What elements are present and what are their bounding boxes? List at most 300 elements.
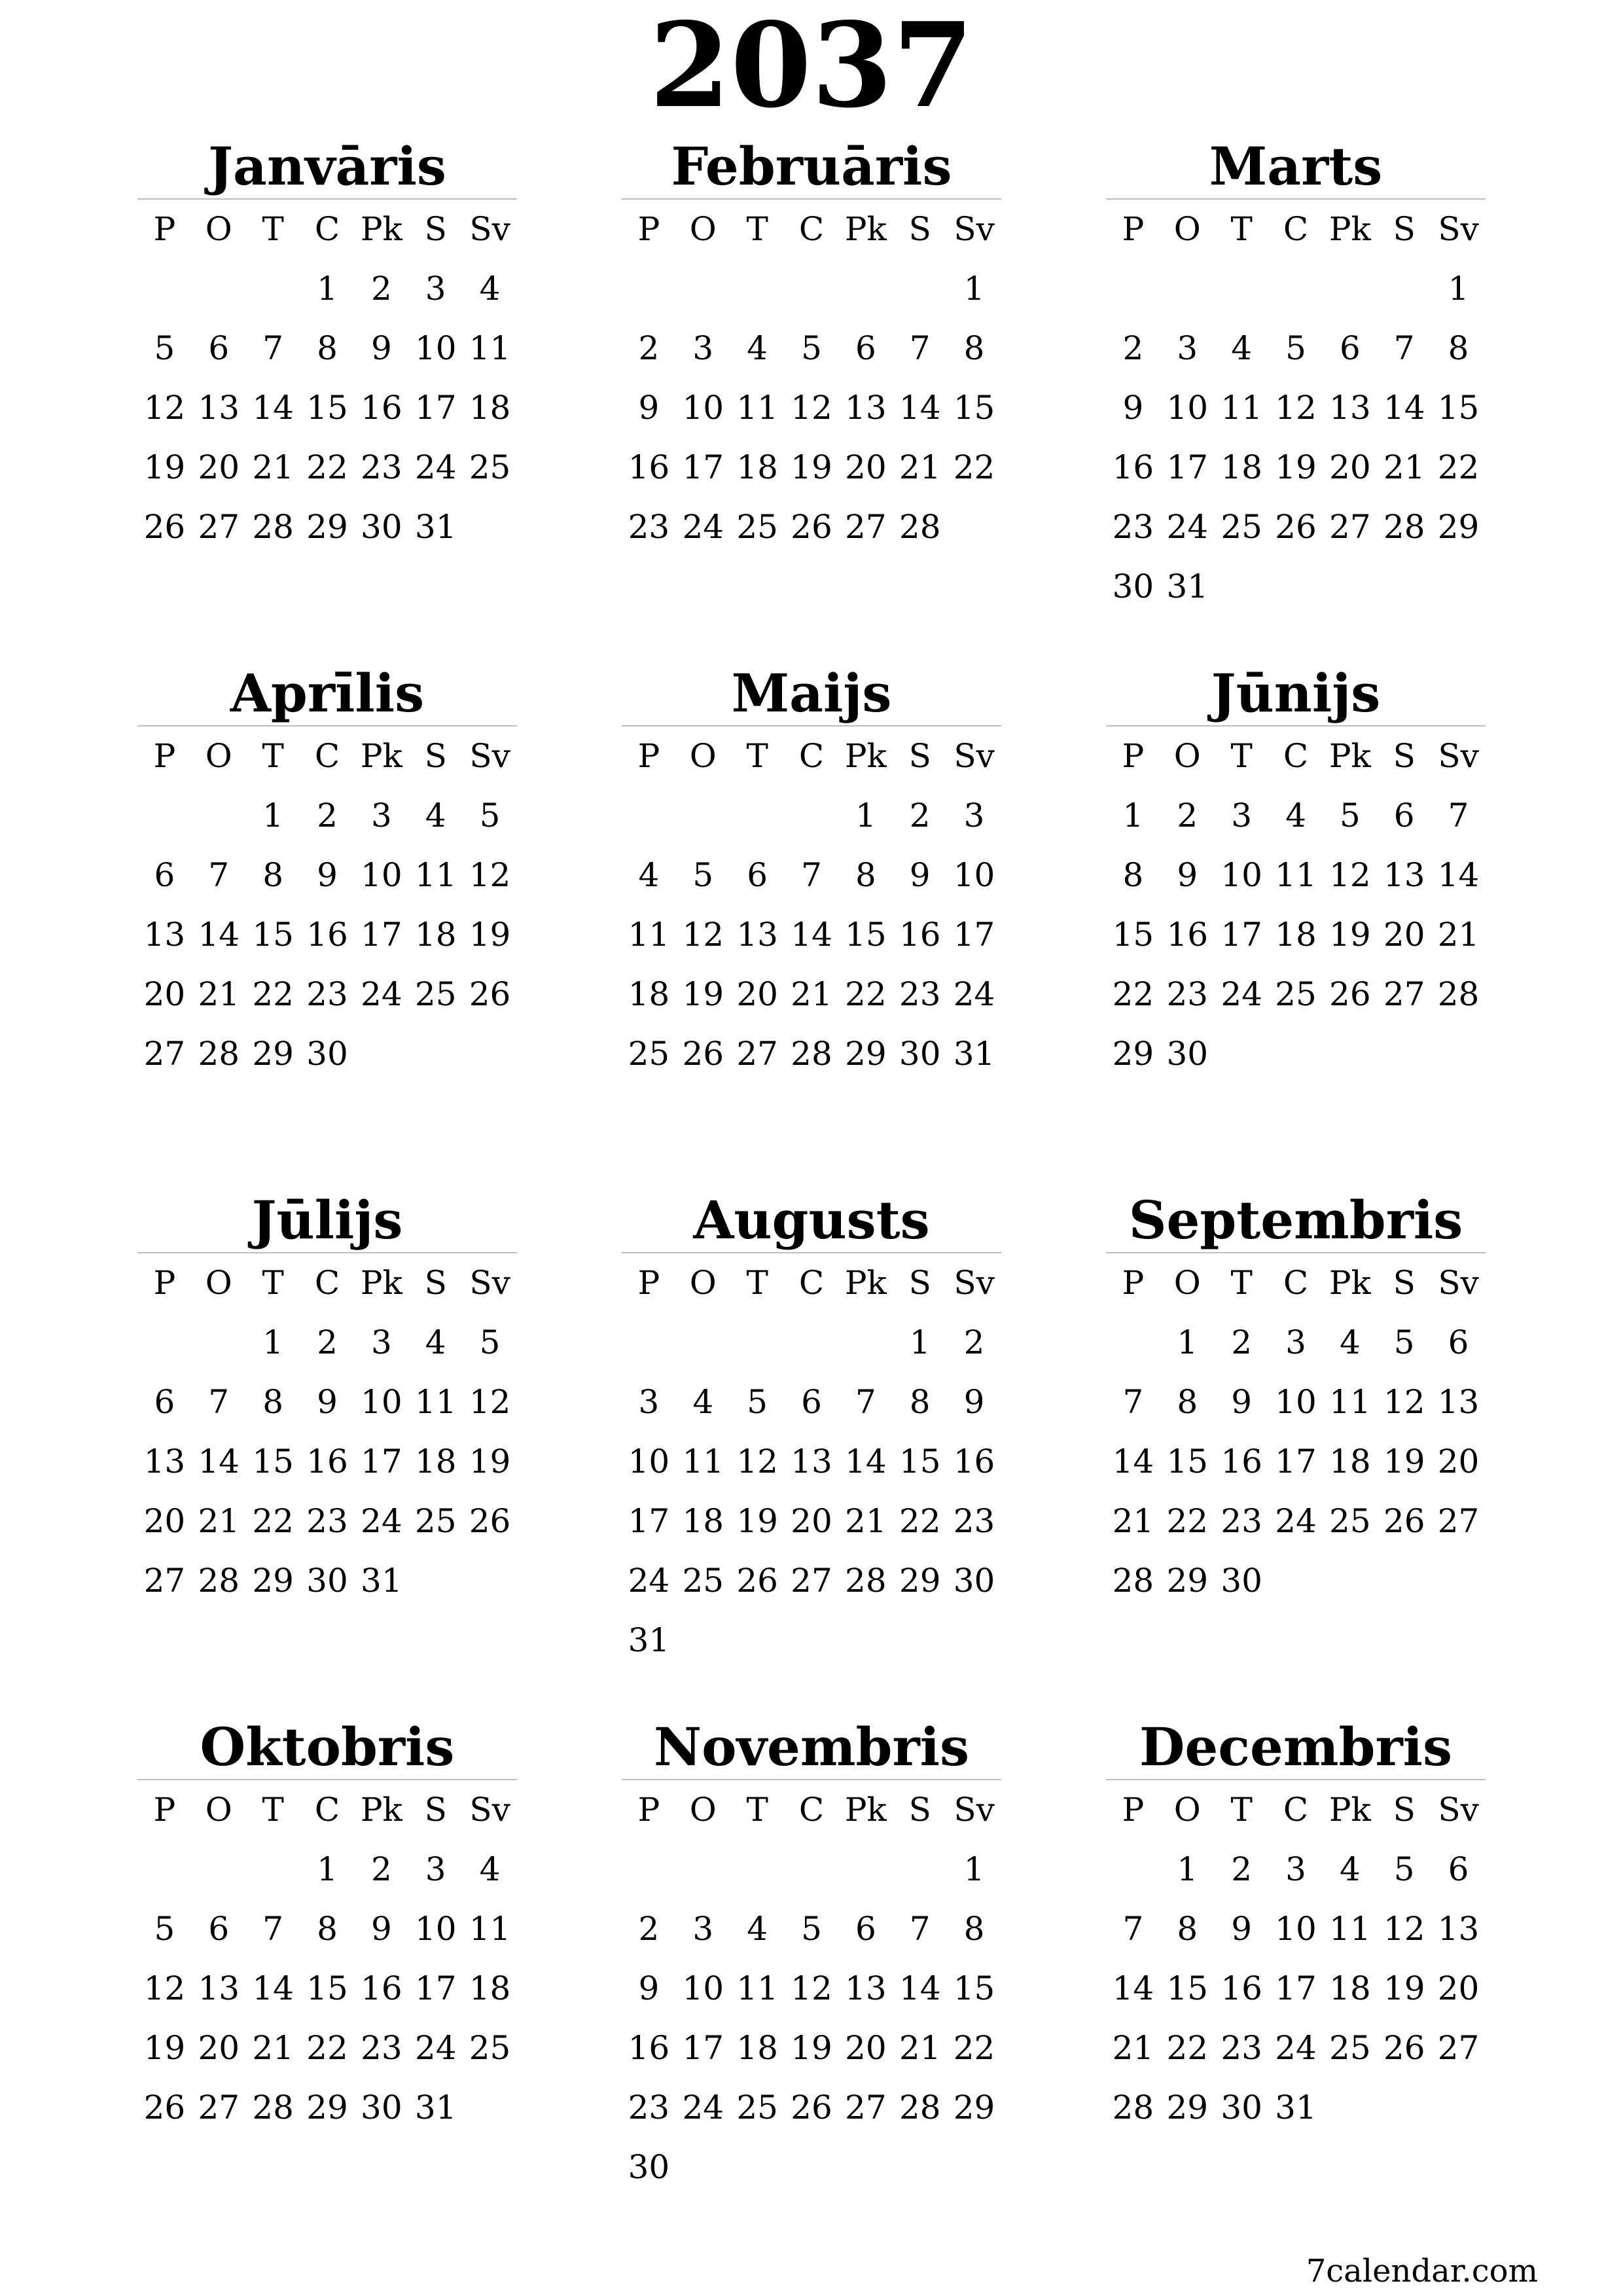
- weekday-header: O: [205, 1264, 232, 1302]
- day-cell: 12: [1275, 389, 1317, 427]
- month-grid: [622, 726, 1001, 1084]
- day-cell: 7: [262, 1910, 284, 1948]
- day-cell: 31: [361, 1562, 402, 1600]
- day-cell: 8: [963, 1910, 985, 1948]
- weekday-header: Sv: [1438, 737, 1479, 775]
- month-2: [622, 134, 1001, 557]
- day-cell: 29: [252, 1562, 294, 1600]
- day-cell: 9: [638, 1969, 660, 2007]
- day-cell: 31: [953, 1035, 995, 1073]
- day-cell: 8: [855, 856, 876, 894]
- weekday-header: O: [205, 210, 232, 248]
- day-cell: 13: [1437, 1383, 1480, 1421]
- weekday-header: S: [1393, 1791, 1416, 1829]
- day-cell: 2: [370, 270, 392, 308]
- day-cell: 24: [628, 1562, 670, 1600]
- day-cell: 27: [143, 1035, 186, 1073]
- weekday-header: T: [746, 1264, 768, 1302]
- day-cell: 26: [469, 1502, 511, 1540]
- day-cell: 5: [1339, 797, 1361, 834]
- day-cell: 20: [736, 975, 778, 1013]
- weekday-header: Pk: [1329, 1264, 1371, 1302]
- day-cell: 26: [736, 1562, 778, 1600]
- weekday-header: Sv: [1438, 210, 1479, 248]
- day-cell: 20: [1437, 1443, 1480, 1480]
- day-cell: 12: [469, 1383, 511, 1421]
- day-cell: 21: [252, 2029, 294, 2067]
- day-cell: 23: [1221, 1502, 1262, 1540]
- day-cell: 3: [1285, 1323, 1306, 1361]
- weekday-header: Pk: [844, 737, 887, 775]
- day-cell: 25: [414, 975, 457, 1013]
- day-cell: 6: [154, 1383, 175, 1421]
- day-cell: 18: [1221, 448, 1262, 486]
- month-grid: [137, 1780, 517, 2138]
- day-cell: 4: [638, 856, 660, 894]
- day-cell: 3: [692, 1910, 714, 1948]
- month-title: Aprīlis: [137, 661, 517, 726]
- empty-cell: [676, 1840, 730, 1899]
- day-cell: 16: [361, 1969, 402, 2007]
- day-cell: 5: [479, 1323, 501, 1361]
- day-cell: 5: [801, 329, 822, 367]
- day-cell: 27: [143, 1562, 186, 1600]
- day-cell: 31: [414, 2089, 457, 2126]
- empty-cell: [730, 259, 785, 319]
- day-cell: 22: [306, 448, 348, 486]
- month-grid: [1106, 726, 1486, 1084]
- day-cell: 10: [1166, 389, 1209, 427]
- day-cell: 10: [361, 856, 402, 894]
- day-cell: 23: [628, 2089, 670, 2126]
- day-cell: 7: [1393, 329, 1415, 367]
- day-cell: 15: [1437, 389, 1480, 427]
- day-cell: 1: [963, 1850, 985, 1888]
- weekday-header: Sv: [469, 737, 510, 775]
- day-cell: 21: [899, 2029, 941, 2067]
- day-cell: 4: [692, 1383, 714, 1421]
- day-cell: 9: [1231, 1383, 1253, 1421]
- weekday-header: Sv: [469, 1791, 510, 1829]
- day-cell: 31: [628, 1621, 670, 1659]
- day-cell: 19: [1383, 1969, 1425, 2007]
- day-cell: 17: [1166, 448, 1209, 486]
- day-cell: 12: [736, 1443, 778, 1480]
- day-cell: 2: [1122, 329, 1144, 367]
- month-9: [1106, 1188, 1486, 1611]
- day-cell: 20: [143, 1502, 186, 1540]
- day-cell: 27: [1383, 975, 1425, 1013]
- weekday-header: C: [1283, 210, 1309, 248]
- day-cell: 29: [306, 2089, 348, 2126]
- day-cell: 25: [682, 1562, 724, 1600]
- day-cell: 24: [361, 1502, 402, 1540]
- day-cell: 8: [262, 1383, 284, 1421]
- day-cell: 5: [479, 797, 501, 834]
- day-cell: 16: [628, 2029, 670, 2067]
- day-cell: 18: [1275, 916, 1317, 954]
- day-cell: 3: [1285, 1850, 1306, 1888]
- day-cell: 21: [198, 1502, 240, 1540]
- day-cell: 21: [198, 975, 240, 1013]
- day-cell: 18: [682, 1502, 724, 1540]
- day-cell: 22: [1166, 2029, 1209, 2067]
- day-cell: 19: [736, 1502, 778, 1540]
- weekday-header: P: [637, 737, 660, 775]
- empty-cell: [246, 1840, 300, 1899]
- day-cell: 4: [1231, 329, 1253, 367]
- day-cell: 16: [1112, 448, 1154, 486]
- day-cell: 29: [1112, 1035, 1154, 1073]
- day-cell: 19: [469, 916, 511, 954]
- day-cell: 22: [1166, 1502, 1209, 1540]
- empty-cell: [838, 1313, 893, 1372]
- month-grid: [1106, 200, 1486, 617]
- month-title: Janvāris: [137, 134, 517, 200]
- day-cell: 13: [143, 1443, 186, 1480]
- empty-cell: [1106, 1840, 1160, 1899]
- day-cell: 26: [1383, 2029, 1425, 2067]
- day-cell: 3: [692, 329, 714, 367]
- day-cell: 14: [198, 1443, 240, 1480]
- year-title: 2037: [649, 0, 974, 134]
- day-cell: 2: [638, 329, 660, 367]
- day-cell: 15: [953, 1969, 995, 2007]
- day-cell: 23: [628, 508, 670, 546]
- weekday-header: S: [1393, 210, 1416, 248]
- day-cell: 12: [469, 856, 511, 894]
- day-cell: 27: [845, 508, 887, 546]
- day-cell: 22: [953, 2029, 995, 2067]
- day-cell: 11: [1275, 856, 1317, 894]
- day-cell: 23: [899, 975, 941, 1013]
- day-cell: 24: [953, 975, 995, 1013]
- day-cell: 13: [845, 389, 887, 427]
- weekday-header: Sv: [954, 210, 995, 248]
- month-6: [1106, 661, 1486, 1084]
- weekday-header: P: [153, 1264, 176, 1302]
- empty-cell: [785, 1840, 839, 1899]
- day-cell: 18: [1329, 1969, 1371, 2007]
- empty-cell: [137, 1840, 192, 1899]
- weekday-header: Pk: [360, 737, 402, 775]
- month-grid: [622, 1780, 1001, 2197]
- day-cell: 25: [736, 2089, 778, 2126]
- day-cell: 11: [1329, 1910, 1371, 1948]
- day-cell: 30: [306, 1562, 348, 1600]
- weekday-header: T: [262, 210, 284, 248]
- day-cell: 18: [736, 448, 778, 486]
- weekday-header: P: [153, 210, 176, 248]
- day-cell: 24: [682, 2089, 724, 2126]
- empty-cell: [1323, 259, 1377, 319]
- day-cell: 31: [1166, 567, 1209, 605]
- weekday-header: C: [1283, 1791, 1309, 1829]
- weekday-header: Sv: [954, 737, 995, 775]
- day-cell: 13: [198, 389, 240, 427]
- month-11: [622, 1715, 1001, 2197]
- weekday-header: C: [314, 737, 340, 775]
- empty-cell: [192, 1840, 246, 1899]
- day-cell: 26: [469, 975, 511, 1013]
- day-cell: 1: [1448, 270, 1469, 308]
- day-cell: 31: [414, 508, 457, 546]
- day-cell: 3: [963, 797, 985, 834]
- day-cell: 21: [845, 1502, 887, 1540]
- day-cell: 17: [1221, 916, 1262, 954]
- weekday-header: O: [1173, 1264, 1201, 1302]
- month-grid: [1106, 1253, 1486, 1611]
- day-cell: 18: [414, 1443, 457, 1480]
- weekday-header: C: [798, 737, 825, 775]
- weekday-header: O: [1173, 210, 1201, 248]
- day-cell: 1: [317, 1850, 338, 1888]
- day-cell: 25: [1221, 508, 1262, 546]
- day-cell: 14: [1112, 1969, 1154, 2007]
- day-cell: 30: [361, 2089, 402, 2126]
- day-cell: 9: [1177, 856, 1198, 894]
- day-cell: 20: [791, 1502, 832, 1540]
- day-cell: 16: [628, 448, 670, 486]
- day-cell: 23: [306, 1502, 348, 1540]
- day-cell: 28: [791, 1035, 832, 1073]
- day-cell: 14: [1383, 389, 1425, 427]
- day-cell: 11: [469, 329, 511, 367]
- day-cell: 13: [1437, 1910, 1480, 1948]
- day-cell: 15: [306, 1969, 348, 2007]
- weekday-header: Sv: [954, 1791, 995, 1829]
- empty-cell: [676, 1313, 730, 1372]
- empty-cell: [893, 1840, 947, 1899]
- day-cell: 22: [953, 448, 995, 486]
- day-cell: 24: [682, 508, 724, 546]
- day-cell: 23: [306, 975, 348, 1013]
- month-title: Jūlijs: [137, 1188, 517, 1253]
- day-cell: 10: [1275, 1910, 1317, 1948]
- day-cell: 10: [628, 1443, 670, 1480]
- day-cell: 19: [1329, 916, 1371, 954]
- weekday-header: P: [637, 1791, 660, 1829]
- weekday-header: O: [1173, 737, 1201, 775]
- weekday-header: Sv: [469, 210, 510, 248]
- day-cell: 19: [1383, 1443, 1425, 1480]
- day-cell: 20: [845, 2029, 887, 2067]
- day-cell: 8: [262, 856, 284, 894]
- day-cell: 10: [414, 329, 457, 367]
- empty-cell: [838, 1840, 893, 1899]
- day-cell: 7: [855, 1383, 876, 1421]
- day-cell: 22: [252, 1502, 294, 1540]
- weekday-header: S: [908, 1264, 931, 1302]
- day-cell: 1: [909, 1323, 931, 1361]
- day-cell: 10: [953, 856, 995, 894]
- empty-cell: [730, 1313, 785, 1372]
- day-cell: 5: [1285, 329, 1306, 367]
- empty-cell: [137, 1313, 192, 1372]
- month-grid: [137, 1253, 517, 1611]
- day-cell: 17: [628, 1502, 670, 1540]
- day-cell: 6: [1448, 1323, 1469, 1361]
- day-cell: 13: [791, 1443, 832, 1480]
- day-cell: 9: [909, 856, 931, 894]
- day-cell: 29: [306, 508, 348, 546]
- day-cell: 16: [306, 916, 348, 954]
- day-cell: 6: [747, 856, 768, 894]
- weekday-header: Pk: [360, 210, 402, 248]
- day-cell: 15: [252, 916, 294, 954]
- day-cell: 30: [1221, 2089, 1262, 2126]
- day-cell: 9: [370, 329, 392, 367]
- day-cell: 9: [370, 1910, 392, 1948]
- day-cell: 23: [361, 2029, 402, 2067]
- day-cell: 21: [1112, 2029, 1154, 2067]
- empty-cell: [1106, 1313, 1160, 1372]
- weekday-header: T: [1230, 737, 1253, 775]
- day-cell: 27: [736, 1035, 778, 1073]
- day-cell: 8: [1177, 1383, 1198, 1421]
- day-cell: 16: [1166, 916, 1209, 954]
- day-cell: 21: [899, 448, 941, 486]
- month-title: Septembris: [1106, 1188, 1486, 1253]
- day-cell: 23: [1112, 508, 1154, 546]
- day-cell: 19: [143, 448, 186, 486]
- day-cell: 21: [791, 975, 832, 1013]
- day-cell: 12: [1383, 1383, 1425, 1421]
- day-cell: 11: [414, 1383, 457, 1421]
- day-cell: 20: [1437, 1969, 1480, 2007]
- day-cell: 2: [370, 1850, 392, 1888]
- month-5: [622, 661, 1001, 1084]
- day-cell: 16: [306, 1443, 348, 1480]
- day-cell: 15: [953, 389, 995, 427]
- day-cell: 11: [736, 1969, 778, 2007]
- day-cell: 25: [1275, 975, 1317, 1013]
- day-cell: 14: [252, 1969, 294, 2007]
- day-cell: 26: [1383, 1502, 1425, 1540]
- day-cell: 11: [736, 389, 778, 427]
- day-cell: 29: [252, 1035, 294, 1073]
- day-cell: 9: [963, 1383, 985, 1421]
- day-cell: 22: [252, 975, 294, 1013]
- day-cell: 5: [1393, 1323, 1415, 1361]
- day-cell: 21: [1383, 448, 1425, 486]
- day-cell: 7: [1448, 797, 1469, 834]
- empty-cell: [192, 786, 246, 846]
- day-cell: 16: [953, 1443, 995, 1480]
- day-cell: 1: [262, 1323, 284, 1361]
- weekday-header: T: [746, 737, 768, 775]
- day-cell: 14: [252, 389, 294, 427]
- weekday-header: P: [1122, 1791, 1145, 1829]
- day-cell: 10: [1275, 1383, 1317, 1421]
- day-cell: 28: [198, 1035, 240, 1073]
- day-cell: 12: [1383, 1910, 1425, 1948]
- day-cell: 22: [1437, 448, 1480, 486]
- weekday-header: C: [314, 210, 340, 248]
- day-cell: 16: [1221, 1443, 1262, 1480]
- day-cell: 20: [1383, 916, 1425, 954]
- day-cell: 4: [479, 270, 501, 308]
- day-cell: 7: [1122, 1383, 1144, 1421]
- empty-cell: [622, 259, 676, 319]
- day-cell: 10: [682, 1969, 724, 2007]
- day-cell: 3: [425, 1850, 446, 1888]
- weekday-header: Pk: [1329, 737, 1371, 775]
- day-cell: 1: [855, 797, 876, 834]
- day-cell: 26: [1329, 975, 1371, 1013]
- day-cell: 29: [953, 2089, 995, 2126]
- day-cell: 2: [1231, 1323, 1253, 1361]
- day-cell: 9: [1231, 1910, 1253, 1948]
- day-cell: 6: [208, 1910, 230, 1948]
- day-cell: 22: [899, 1502, 941, 1540]
- weekday-header: S: [908, 1791, 931, 1829]
- weekday-header: T: [262, 1264, 284, 1302]
- day-cell: 17: [361, 1443, 402, 1480]
- day-cell: 27: [198, 508, 240, 546]
- day-cell: 25: [628, 1035, 670, 1073]
- day-cell: 30: [1166, 1035, 1209, 1073]
- day-cell: 18: [628, 975, 670, 1013]
- weekday-header: Pk: [1329, 210, 1371, 248]
- day-cell: 16: [361, 389, 402, 427]
- day-cell: 15: [845, 916, 887, 954]
- day-cell: 15: [306, 389, 348, 427]
- day-cell: 23: [1221, 2029, 1262, 2067]
- weekday-header: O: [205, 1791, 232, 1829]
- weekday-header: S: [1393, 1264, 1416, 1302]
- day-cell: 13: [736, 916, 778, 954]
- weekday-header: Pk: [360, 1791, 402, 1829]
- day-cell: 30: [628, 2148, 670, 2186]
- empty-cell: [785, 786, 839, 846]
- day-cell: 17: [682, 448, 724, 486]
- month-7: [137, 1188, 517, 1611]
- weekday-header: P: [1122, 1264, 1145, 1302]
- day-cell: 2: [638, 1910, 660, 1948]
- day-cell: 12: [682, 916, 724, 954]
- day-cell: 5: [154, 1910, 175, 1948]
- day-cell: 7: [909, 329, 931, 367]
- day-cell: 14: [1437, 856, 1480, 894]
- month-grid: [1106, 1780, 1486, 2138]
- day-cell: 6: [801, 1383, 822, 1421]
- day-cell: 30: [899, 1035, 941, 1073]
- day-cell: 3: [1231, 797, 1253, 834]
- day-cell: 17: [361, 916, 402, 954]
- empty-cell: [730, 1840, 785, 1899]
- day-cell: 19: [1275, 448, 1317, 486]
- empty-cell: [676, 259, 730, 319]
- month-10: [137, 1715, 517, 2138]
- weekday-header: Pk: [844, 210, 887, 248]
- day-cell: 27: [1437, 2029, 1480, 2067]
- empty-cell: [838, 259, 893, 319]
- day-cell: 25: [414, 1502, 457, 1540]
- month-title: Februāris: [622, 134, 1001, 200]
- day-cell: 2: [317, 797, 338, 834]
- empty-cell: [1106, 259, 1160, 319]
- empty-cell: [137, 786, 192, 846]
- day-cell: 22: [1112, 975, 1154, 1013]
- day-cell: 11: [414, 856, 457, 894]
- weekday-header: S: [424, 737, 447, 775]
- day-cell: 1: [963, 270, 985, 308]
- weekday-header: Pk: [844, 1264, 887, 1302]
- day-cell: 15: [1112, 916, 1154, 954]
- month-title: Decembris: [1106, 1715, 1486, 1780]
- weekday-header: T: [1230, 1264, 1253, 1302]
